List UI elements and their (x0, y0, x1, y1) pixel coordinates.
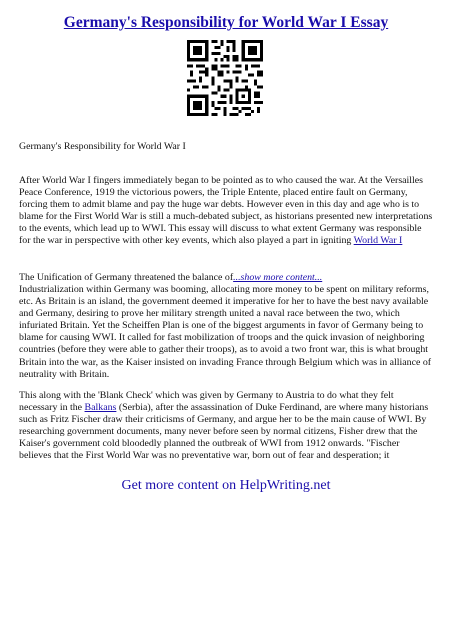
section-title: Germany's Responsibility for World War I (19, 141, 186, 152)
page-title[interactable]: Germany's Responsibility for World War I Essay (63, 14, 389, 31)
paragraph-1-text: After World War I fingers immediately began to be pointed as to who caused the war. At the Versailles Peace Conference, 1919 the victorious powers, the Triple Entente, placed entire fault on Germany, forcing them to admit blame and pay the huge war debts. However even in this day and age who is to blame for the First World War is still a much-debated subject, as historians presented new interpretations to the events, which lead up to WWI. This essay will discuss to what extent Germany was responsible for the war in perspective with other key events, which also played a part in igniting (19, 174, 433, 247)
qr-code-icon (187, 40, 263, 116)
paragraph-2-text-end: Industrialization within Germany was booming, allocating more money to be spent on military reforms, etc. As Britain is an island, the government deemed it imperative for her to have the best navy available and Germany, desiring to prove her military strength united a naval race between the two, which infuriated Britain. Yet the Scheiffen Plan is one of the biggest arguments in favor of Germany being to blame for causing WWI. It called for fast mobilization of troops and the quick invasion of neighboring countries (before they were able to gather their troops), as to avoid a two front war, this is what brought Britain into the war, as the Kaiser insisted on invading France through Belgium which was in alliance of neutrality with Britain. (19, 283, 432, 380)
get-more-content-link[interactable]: Get more content on HelpWriting.net (121, 478, 331, 493)
balkans-link[interactable]: Balkans (84, 401, 117, 413)
paragraph-3-text-start: This along with the 'Blank Check' which was given by Germany to Austria to do what they felt necessary in the (19, 389, 394, 413)
essay-paragraph-2 (19, 272, 433, 381)
paragraph-3-text-end: (Serbia), after the assassination of Duke Ferdinand, are where many historians such as Fritz Fischer draw their criticisms of Germany, and argue her to be the main cause of WWI. By researching government documents, many never before seen by normal citizens, Fisher drew that the Kaiser's government cold bloodedly planned the outbreak of WWI from 1912 onwards. "Fischer believes that the First World War was no preventative war, born out of fear and desperation; it (19, 401, 429, 462)
show-more-content-link[interactable]: ...show more content... (233, 271, 323, 283)
paragraph-2-text-start: The Unification of Germany threatened the balance of (19, 271, 234, 283)
essay-paragraph-3 (19, 390, 433, 463)
essay-paragraph-1 (19, 175, 433, 248)
world-war-1-link[interactable]: World War I (353, 235, 403, 247)
